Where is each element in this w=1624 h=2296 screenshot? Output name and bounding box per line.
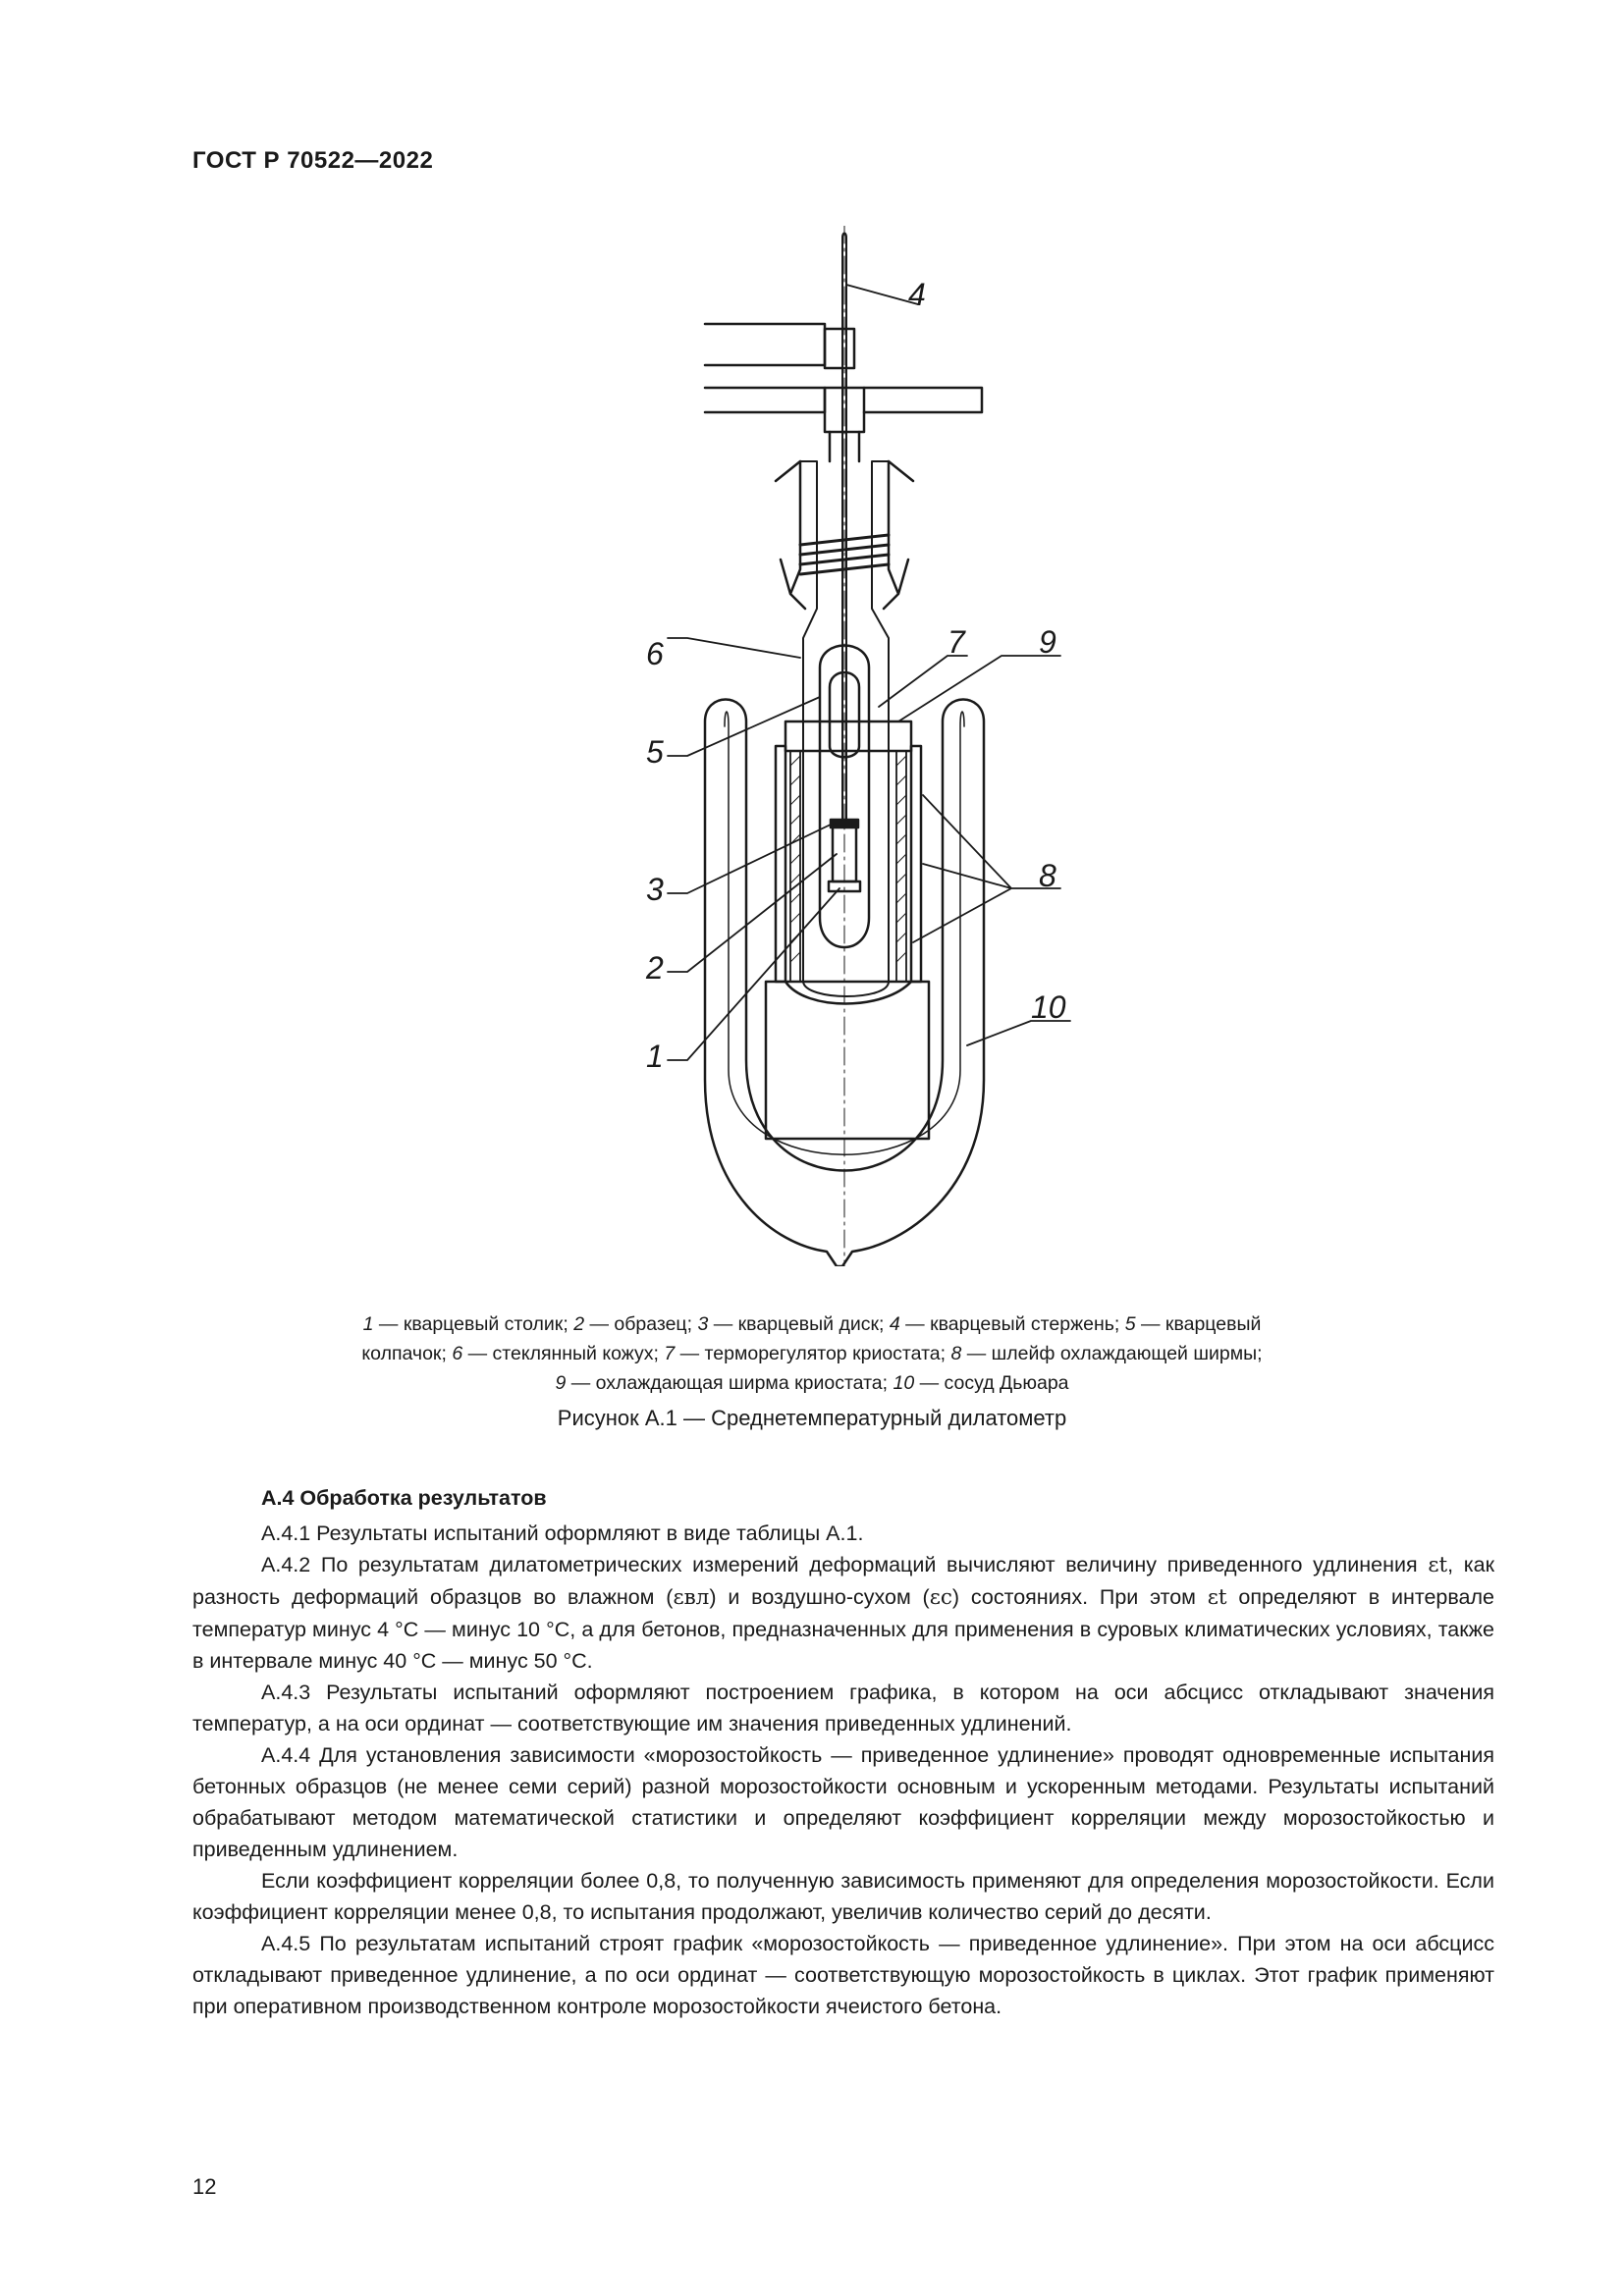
document-header: ГОСТ Р 70522—2022 — [192, 147, 434, 174]
legend-line-2 — [295, 1339, 1329, 1368]
paragraph-a44: А.4.4 Для установления зависимости «морозостойкость — приведенное удлинение» проводят одновременные испытания бетонных образцов (не менее семи серий) разной морозостойкости основным и ускоренным методами. Результаты испытаний обрабатывают методом математической статистики и определяют коэффициент корреляции между морозостойкостью и приведенным удлинением. — [192, 1743, 1494, 1861]
paragraph-a41: А.4.1 Результаты испытаний оформляют в виде таблицы А.1. — [261, 1522, 864, 1545]
paragraph-a44-cont: Если коэффициент корреляции более 0,8, то полученную зависимость применяют для определения морозостойкости. Если коэффициент корреляции менее 0,8, то испытания продолжают, увеличив количество серий до десяти. — [192, 1869, 1494, 1924]
figure-label-3: 3 — [646, 872, 664, 907]
legend-number: 3 — [697, 1313, 709, 1335]
dilatometer-figure — [0, 226, 1624, 1266]
rod-clamp — [825, 329, 854, 368]
legend-text: — сосуд Дьюара — [914, 1372, 1069, 1394]
page-number: 12 — [192, 2174, 217, 2199]
legend-number: 2 — [573, 1313, 585, 1335]
legend-line-3 — [295, 1368, 1329, 1398]
figure-legend — [295, 1309, 1329, 1398]
figure-label-6: 6 — [646, 636, 664, 671]
figure-label-4: 4 — [908, 277, 926, 312]
legend-number: 5 — [1124, 1313, 1136, 1335]
legend-text: — шлейф охлаждающей ширмы; — [961, 1343, 1263, 1364]
paragraph-text: А.4.2 По результатам дилатометрических измерений деформаций вычисляют величину приведенного удлинения — [261, 1553, 1429, 1576]
section-body — [192, 1482, 1494, 2022]
legend-number: 6 — [452, 1343, 463, 1364]
paragraph-text: определяют в интервале температур минус 4 °С — минус 10 °С, а для бетонов, предназначенных для применения в суровых климатических условиях, также в интервале минус 40 °С — минус 50 °С. — [192, 1585, 1495, 1673]
figure-label-2: 2 — [646, 950, 664, 986]
legend-text: — кварцевый диск; — [708, 1313, 890, 1335]
dilatometer-drawing — [0, 226, 1624, 1266]
legend-line-1 — [295, 1309, 1329, 1339]
paragraph-a45: А.4.5 По результатам испытаний строят график «морозостойкость — приведенное удлинение». При этом на оси абсцисс откладывают приведенное удлинение, а по оси ординат — соответствующую морозостойкость в циклах. Этот график применяют при оперативном производственном контроле морозостойкости ячеистого бетона. — [192, 1932, 1494, 2018]
figure-label-8: 8 — [1039, 858, 1056, 893]
legend-text: — образец; — [584, 1313, 698, 1335]
paragraph-text: ) и воздушно-сухом ( — [709, 1585, 930, 1609]
legend-number: 7 — [664, 1343, 676, 1364]
symbol-epsilon-vl: εвл — [673, 1585, 710, 1610]
paragraph-a42 — [192, 1549, 1494, 1677]
paragraph-text: , как разность деформаций образцов во влажном ( — [192, 1553, 1494, 1609]
paragraph-text: ) состояниях. При этом — [951, 1585, 1208, 1609]
legend-text: — терморегулятор криостата; — [675, 1343, 951, 1364]
legend-text: — охлаждающая ширма криостата; — [566, 1372, 893, 1394]
symbol-epsilon-t: εt — [1428, 1553, 1448, 1577]
legend-number: 8 — [950, 1343, 962, 1364]
clamp-left — [776, 461, 805, 609]
legend-text: — стеклянный кожух; — [462, 1343, 665, 1364]
figure-label-9: 9 — [1039, 624, 1056, 660]
symbol-epsilon-c: εc — [929, 1585, 952, 1610]
figure-label-5: 5 — [646, 734, 664, 770]
section-title: А.4 Обработка результатов — [261, 1486, 547, 1510]
paragraph-a43: А.4.3 Результаты испытаний оформляют построением графика, в котором на оси абсцисс откладывают значения температур, а на оси ординат — соответствующие им значения приведенных удлинений. — [192, 1681, 1494, 1735]
legend-text: — кварцевый столик; — [373, 1313, 574, 1335]
legend-text: колпачок; — [361, 1343, 453, 1364]
legend-number: 9 — [555, 1372, 567, 1394]
figure-label-10: 10 — [1031, 989, 1066, 1025]
lower-block — [766, 982, 929, 1139]
symbol-epsilon-t: εt — [1207, 1585, 1227, 1610]
legend-text: — кварцевый — [1135, 1313, 1262, 1335]
legend-number: 10 — [893, 1372, 915, 1394]
legend-text: — кварцевый стержень; — [899, 1313, 1125, 1335]
legend-number: 4 — [889, 1313, 900, 1335]
figure-label-7: 7 — [947, 624, 965, 660]
legend-number: 1 — [362, 1313, 374, 1335]
figure-caption: Рисунок А.1 — Среднетемпературный дилатометр — [557, 1406, 1067, 1430]
figure-label-1: 1 — [646, 1039, 664, 1074]
cooling-screen-top — [785, 721, 911, 751]
